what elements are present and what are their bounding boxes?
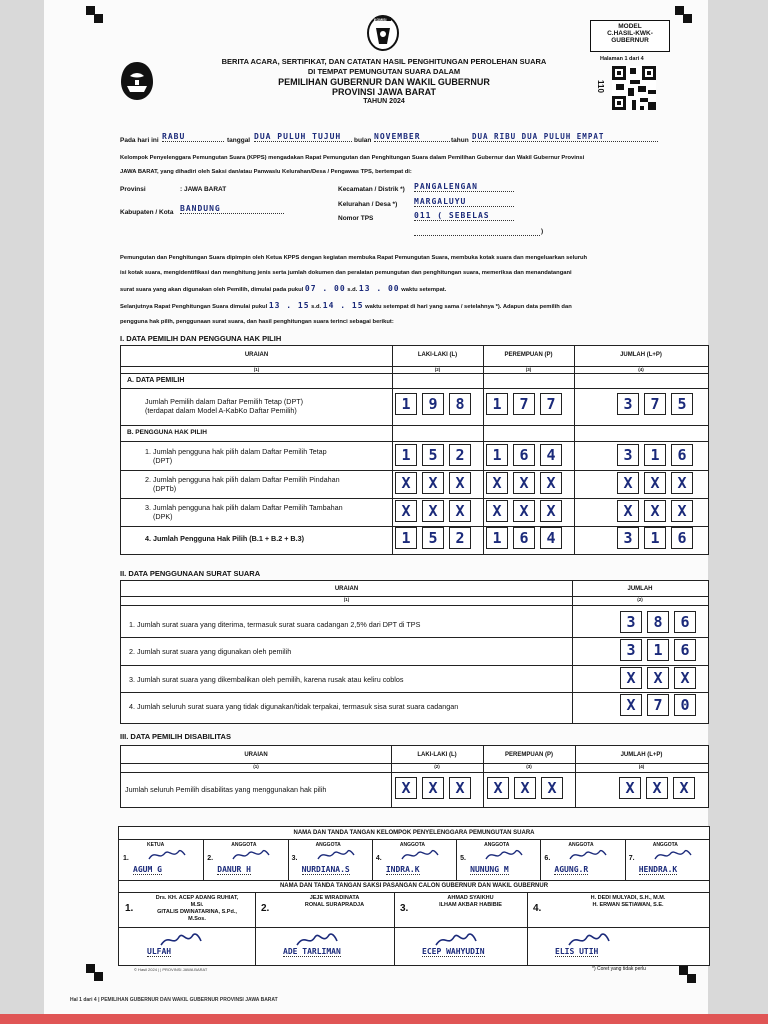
column-number: (4) — [638, 367, 644, 372]
b2-jumlah-digit[interactable]: X — [644, 472, 666, 494]
column-header: JUMLAH (L+P) — [620, 352, 662, 358]
b1-jumlah-digit[interactable]: 3 — [617, 444, 639, 466]
disabilitas-jumlah-digit[interactable]: X — [673, 777, 695, 799]
column-header: URAIAN — [334, 586, 359, 592]
b1-perempuan-digit[interactable]: 1 — [486, 444, 508, 466]
b1-perempuan-digit[interactable]: 6 — [513, 444, 535, 466]
column-number: (1) — [343, 597, 350, 602]
saksi-header: NAMA DAN TANDA TANGAN SAKSI PASANGAN CALON GUBERNUR DAN WAKIL GUBERNUR — [279, 883, 549, 889]
candidate-line: M.Sos. — [188, 916, 206, 922]
candidate-line: RONAL SURAPRADJA — [304, 902, 365, 908]
para-text: surat suara yang akan digunakan oleh Pemilih, dimulai pada pukul — [120, 287, 304, 293]
candidate-line: AHMAD SYAIKHU — [447, 895, 494, 901]
kpps-signature-block — [118, 826, 710, 882]
model-line: MODEL — [618, 23, 642, 30]
dpt-laki-digit[interactable]: 1 — [395, 393, 417, 415]
footer-note: *) Coret yang tidak perlu — [592, 966, 646, 972]
b4-laki-digit[interactable]: 5 — [422, 527, 444, 549]
bulan-field[interactable]: NOVEMBER — [374, 132, 450, 142]
intro-line: JAWA BARAT, yang dihadiri oleh Saksi dan/atau Panwaslu Kelurahan/Desa / Pengawas TPS, bertempat di: — [120, 169, 412, 175]
b4-jumlah-digit[interactable]: 6 — [671, 527, 693, 549]
saksi-candidate-names — [418, 895, 523, 909]
b1-laki-digit[interactable]: 2 — [449, 444, 471, 466]
dpt-jumlah-digit[interactable]: 3 — [617, 393, 639, 415]
kecamatan-field[interactable]: PANGALENGAN — [414, 182, 514, 192]
saksi-signatory-name: ECEP WAHYUDIN — [422, 947, 485, 956]
b4-perempuan-digit[interactable]: 6 — [513, 527, 535, 549]
tanggal-field[interactable]: DUA PULUH TUJUH — [254, 132, 352, 142]
intro-line: Kelompok Penyelenggara Pemungutan Suara (KPPS) mengadakan Rapat Pemungutan dan Penghitungan Suara dalam Pemilihan Gubernur dan Wakil Gubernur Provinsi — [120, 155, 585, 161]
para-text: waktu setempat. — [401, 287, 447, 293]
disabilitas-perempuan-digit[interactable]: X — [514, 777, 536, 799]
b2-laki-digit[interactable]: X — [395, 472, 417, 494]
saksi-candidate-names — [279, 895, 390, 909]
b2-label — [145, 475, 340, 493]
disabilitas-laki-digit[interactable]: X — [422, 777, 444, 799]
saksi-candidate-names — [143, 895, 251, 923]
kpps-number: 1. — [123, 855, 129, 862]
column-number: (2) — [637, 597, 643, 602]
b1-jumlah-digit[interactable]: 6 — [671, 444, 693, 466]
document-title — [194, 57, 574, 107]
label: tahun — [451, 137, 469, 144]
ballot-1-digit[interactable]: 3 — [620, 611, 642, 633]
row-label-line: 3. Jumlah pengguna hak pilih dalam Daftar Pemilih Tambahan — [145, 503, 343, 512]
label: Kelurahan / Desa *) — [338, 201, 398, 208]
ballot-3-digit[interactable]: X — [647, 667, 669, 689]
title-line: PROVINSI JAWA BARAT — [331, 87, 436, 97]
ballot-4-digit[interactable]: 0 — [674, 694, 696, 716]
registration-mark — [687, 974, 696, 983]
ballot-1-digit[interactable]: 6 — [674, 611, 696, 633]
candidate-line: H. DEDI MULYADI, S.H., M.M. — [590, 895, 666, 901]
b1-laki-digit[interactable]: 1 — [395, 444, 417, 466]
ballot-3-digit[interactable]: X — [620, 667, 642, 689]
column-header: URAIAN — [244, 352, 269, 358]
para-line — [120, 298, 690, 315]
candidate-line: JEJE WIRADINATA — [309, 895, 360, 901]
column-header: JUMLAH — [627, 586, 653, 592]
dpt-perempuan-digit[interactable]: 1 — [486, 393, 508, 415]
disabilitas-jumlah-digit[interactable]: X — [619, 777, 641, 799]
kpps-number: 6. — [544, 855, 551, 862]
candidate-line: GITALIS DWINATARINA, S.Pd., — [157, 909, 237, 915]
qr-number: 110 — [595, 80, 605, 93]
disabilitas-laki-digit[interactable]: X — [449, 777, 471, 799]
row-label-line: 1. Jumlah pengguna hak pilih dalam Daftar Pemilih Tetap — [145, 447, 327, 456]
dpt-perempuan-digit[interactable]: 7 — [540, 393, 562, 415]
start-time-field[interactable]: 07 . 00 — [304, 284, 346, 293]
column-number: (3) — [525, 367, 532, 372]
kpps-role: ANGGOTA — [231, 842, 257, 848]
kelurahan-field[interactable]: MARGALUYU — [414, 197, 514, 207]
b4-label: 4. Jumlah Pengguna Hak Pilih (B.1 + B.2 + B.3) — [145, 534, 304, 543]
row-label-line: Jumlah Pemilih dalam Daftar Pemilih Tetap (DPT) — [145, 397, 304, 406]
ballot-3-digit[interactable]: X — [674, 667, 696, 689]
title-line: PEMILIHAN GUBERNUR DAN WAKIL GUBERNUR — [278, 77, 490, 87]
count-end-time-field[interactable]: 14 . 15 — [322, 301, 364, 310]
label: bulan — [354, 137, 372, 144]
kpps-member-name: AGUM G — [133, 865, 162, 874]
b2-perempuan-digit[interactable]: X — [513, 472, 535, 494]
column-number: (3) — [526, 764, 532, 769]
column-number: (2) — [434, 367, 441, 372]
b4-jumlah-digit[interactable]: 3 — [617, 527, 639, 549]
a-row-label — [145, 397, 303, 415]
b3-laki-digit[interactable]: X — [395, 500, 417, 522]
row-label-line: (DPK) — [153, 512, 173, 521]
b2-jumlah-digit[interactable]: X — [617, 472, 639, 494]
b2-perempuan-digit[interactable]: X — [540, 472, 562, 494]
section-title: II. DATA PENGGUNAAN SURAT SUARA — [120, 569, 261, 578]
title-line: TAHUN 2024 — [363, 98, 405, 105]
b1-jumlah-digit[interactable]: 1 — [644, 444, 666, 466]
b2-perempuan-digit[interactable]: X — [486, 472, 508, 494]
dpt-jumlah-digit[interactable]: 7 — [644, 393, 666, 415]
ballot-2-digit[interactable]: 3 — [620, 639, 642, 661]
saksi-number: 2. — [261, 903, 270, 914]
row-label-line: (terdapat dalam Model A-KabKo Daftar Pemilih) — [145, 406, 297, 415]
b2-laki-digit[interactable]: X — [449, 472, 471, 494]
model-line: GUBERNUR — [611, 37, 649, 44]
logo-text: KOMISI — [374, 18, 387, 22]
kpps-header: NAMA DAN TANDA TANGAN KELOMPOK PENYELENGGARA PEMUNGUTAN SUARA — [293, 830, 535, 836]
row-label-line: (DPT) — [153, 456, 173, 465]
b1-perempuan-digit[interactable]: 4 — [540, 444, 562, 466]
para-line — [120, 281, 690, 298]
saksi-number: 4. — [533, 903, 542, 914]
ballot-4-digit[interactable]: 7 — [647, 694, 669, 716]
subsection-title: B. PENGGUNA HAK PILIH — [127, 429, 207, 436]
candidate-line: H. ERWAN SETIAWAN, S.E. — [592, 902, 664, 908]
count-start-time-field[interactable]: 13 . 15 — [268, 301, 310, 310]
label: Kabupaten / Kota — [120, 209, 174, 216]
dpt-laki-digit[interactable]: 9 — [422, 393, 444, 415]
dpt-perempuan-digit[interactable]: 7 — [513, 393, 535, 415]
provinsi-value: : JAWA BARAT — [180, 186, 227, 193]
ballot-1-digit[interactable]: 8 — [647, 611, 669, 633]
ballot-2-digit[interactable]: 1 — [647, 639, 669, 661]
registration-mark — [94, 972, 103, 981]
kpps-member-name: NURDIANA.S — [301, 865, 350, 874]
intro-text — [120, 151, 680, 179]
label: ) — [541, 228, 544, 235]
kpps-role: ANGGOTA — [399, 842, 426, 848]
registration-mark — [683, 14, 692, 23]
b4-perempuan-digit[interactable]: 4 — [540, 527, 562, 549]
kpps-role: ANGGOTA — [315, 842, 341, 848]
hari-field[interactable]: RABU — [162, 132, 224, 142]
kpps-role: ANGGOTA — [652, 842, 678, 848]
b3-laki-digit[interactable]: X — [422, 500, 444, 522]
b3-perempuan-digit[interactable]: X — [513, 500, 535, 522]
b3-jumlah-digit[interactable]: X — [644, 500, 666, 522]
tps-continuation — [414, 226, 540, 236]
disabilitas-perempuan-digit[interactable]: X — [541, 777, 563, 799]
saksi-candidate-names — [551, 895, 705, 909]
b3-perempuan-digit[interactable]: X — [540, 500, 562, 522]
witness-signature-block — [118, 880, 710, 966]
para-text: s.d. — [311, 304, 322, 310]
para-text: s.d. — [347, 287, 358, 293]
label: Pada hari ini — [120, 137, 159, 144]
kpps-number: 7. — [628, 855, 635, 862]
b2-laki-digit[interactable]: X — [422, 472, 444, 494]
title-line: BERITA ACARA, SERTIFIKAT, DAN CATATAN HASIL PENGHITUNGAN PEROLEHAN SUARA — [221, 57, 547, 66]
column-header: PEREMPUAN (P) — [504, 352, 553, 358]
column-header: PEREMPUAN (P) — [504, 752, 553, 758]
b3-jumlah-digit[interactable]: X — [617, 500, 639, 522]
label: tanggal — [227, 137, 251, 144]
title-line: DI TEMPAT PEMUNGUTAN SUARA DALAM — [307, 67, 461, 76]
qr-code-icon — [612, 66, 656, 110]
kpps-role: ANGGOTA — [484, 842, 510, 848]
tahun-field[interactable]: DUA RIBU DUA PULUH EMPAT — [472, 132, 658, 142]
section-title: III. DATA PEMILIH DISABILITAS — [120, 732, 231, 741]
column-number: (1) — [253, 764, 259, 769]
row-label-line: (DPTb) — [153, 484, 177, 493]
ballot-row-label: 4. Jumlah seluruh surat suara yang tidak digunakan/tidak terpakai, termasuk sisa surat suara cadangan — [129, 702, 459, 711]
section-title: I. DATA PEMILIH DAN PENGGUNA HAK PILIH — [120, 334, 282, 343]
kpps-number: 5. — [460, 855, 466, 862]
kabupaten-field[interactable]: BANDUNG — [180, 204, 284, 214]
para-line: isi kotak suara, mengidentifikasi dan menghitung jenis serta jumlah dokumen dan peralatan pemungutan dan penghitungan suara, memeriksa dan menandatangani — [120, 270, 572, 276]
label: Nomor TPS — [338, 215, 374, 222]
jawa-barat-logo — [118, 60, 156, 102]
kpps-member-name: DANUR H — [217, 865, 251, 874]
dpt-jumlah-digit[interactable]: 5 — [671, 393, 693, 415]
footer-left: © Hasil 2024 | | PROVINSI JAWA BARAT — [134, 967, 208, 972]
ballot-row-label: 1. Jumlah surat suara yang diterima, termasuk surat suara cadangan 2,5% dari DPT di TPS — [129, 620, 421, 629]
b2-jumlah-digit[interactable]: X — [671, 472, 693, 494]
label: Kecamatan / Distrik *) — [338, 186, 405, 193]
b1-label — [145, 447, 327, 465]
kpps-member-name: HENDRA.K — [638, 865, 678, 874]
kpps-member-name: NUNUNG M — [470, 865, 509, 874]
tps-field[interactable]: 011 ( SEBELAS — [414, 211, 514, 221]
b3-jumlah-digit[interactable]: X — [671, 500, 693, 522]
para-text: waktu setempat di hari yang sama / setelahnya *). Adapun data pemilih dan — [365, 304, 572, 310]
b4-jumlah-digit[interactable]: 1 — [644, 527, 666, 549]
column-number: (1) — [253, 367, 260, 372]
end-time-field[interactable]: 13 . 00 — [358, 284, 400, 293]
ballot-4-digit[interactable]: X — [620, 694, 642, 716]
b3-label — [145, 503, 343, 521]
para-text: Selanjutnya Rapat Penghitungan Suara dimulai pukul — [120, 304, 268, 310]
column-number: (4) — [638, 764, 645, 769]
column-header: URAIAN — [244, 752, 268, 758]
disabilitas-jumlah-digit[interactable]: X — [646, 777, 668, 799]
kpps-number: 2. — [207, 855, 214, 862]
kpps-role: ANGGOTA — [568, 842, 594, 848]
kpps-role: KETUA — [147, 842, 165, 848]
kpps-member-name: AGUNG.R — [554, 865, 589, 874]
footer-bottom: Hal 1 dari 4 | PEMILIHAN GUBERNUR DAN WAKIL GUBERNUR PROVINSI JAWA BARAT — [70, 997, 278, 1003]
disabilitas-laki-digit[interactable]: X — [395, 777, 417, 799]
kpps-number: 4. — [375, 855, 382, 862]
candidate-line: ILHAM AKBAR HABIBIE — [439, 902, 502, 908]
form-page — [44, 0, 708, 1024]
para-line: Pemungutan dan Penghitungan Suara dipimpin oleh Ketua KPPS dengan kegiatan membuka Rapat Pemungutan Suara, membuka kotak suara dan mengeluarkan seluruh — [120, 255, 588, 261]
row-label-line: 2. Jumlah pengguna hak pilih dalam Daftar Pemilih Pindahan — [145, 475, 340, 484]
column-header: LAKI-LAKI (L) — [417, 352, 458, 358]
kpps-number: 3. — [291, 855, 298, 862]
saksi-signatory-name: ADE TARLIMAN — [283, 947, 341, 956]
b4-perempuan-digit[interactable]: 1 — [486, 527, 508, 549]
column-header: LAKI-LAKI (L) — [417, 752, 457, 758]
para-line: pengguna hak pilih, penggunaan surat suara, dan hasil penghitungan suara terinci sebagai berikut: — [120, 319, 394, 325]
saksi-number: 3. — [400, 903, 409, 914]
disabilitas-perempuan-digit[interactable]: X — [487, 777, 509, 799]
kpps-member-name: INDRA.K — [385, 865, 420, 874]
b3-perempuan-digit[interactable]: X — [486, 500, 508, 522]
model-box — [590, 20, 670, 52]
saksi-signatory-name: ELIS UTIH — [555, 947, 599, 956]
ballot-row-label: 3. Jumlah surat suara yang dikembalikan oleh pemilih, karena rusak atau keliru coblos — [129, 675, 404, 684]
ballot-2-digit[interactable]: 6 — [674, 639, 696, 661]
saksi-signatory-name: ULFAH — [147, 947, 172, 956]
ballot-row-label: 2. Jumlah surat suara yang digunakan oleh pemilih — [129, 647, 292, 656]
b3-laki-digit[interactable]: X — [449, 500, 471, 522]
label: Provinsi — [120, 186, 146, 193]
candidate-line: M.Si. — [190, 902, 204, 908]
disability-row-label: Jumlah seluruh Pemilih disabilitas yang menggunakan hak pilih — [125, 785, 327, 794]
column-number: (2) — [434, 764, 440, 769]
b4-laki-digit[interactable]: 1 — [395, 527, 417, 549]
b4-laki-digit[interactable]: 2 — [449, 527, 471, 549]
b1-laki-digit[interactable]: 5 — [422, 444, 444, 466]
model-line: C.HASIL-KWK- — [607, 30, 653, 37]
subsection-title: A. DATA PEMILIH — [127, 377, 185, 384]
column-header: JUMLAH (L+P) — [620, 752, 663, 758]
dpt-laki-digit[interactable]: 8 — [449, 393, 471, 415]
procedure-paragraph — [120, 251, 690, 330]
saksi-number: 1. — [125, 903, 134, 914]
registration-mark — [94, 14, 103, 23]
background-strip — [0, 1014, 768, 1024]
candidate-line: Drs. KH. ACEP ADANG RUHIAT, — [155, 895, 239, 901]
page-count: Halaman 1 dari 4 — [600, 56, 644, 62]
